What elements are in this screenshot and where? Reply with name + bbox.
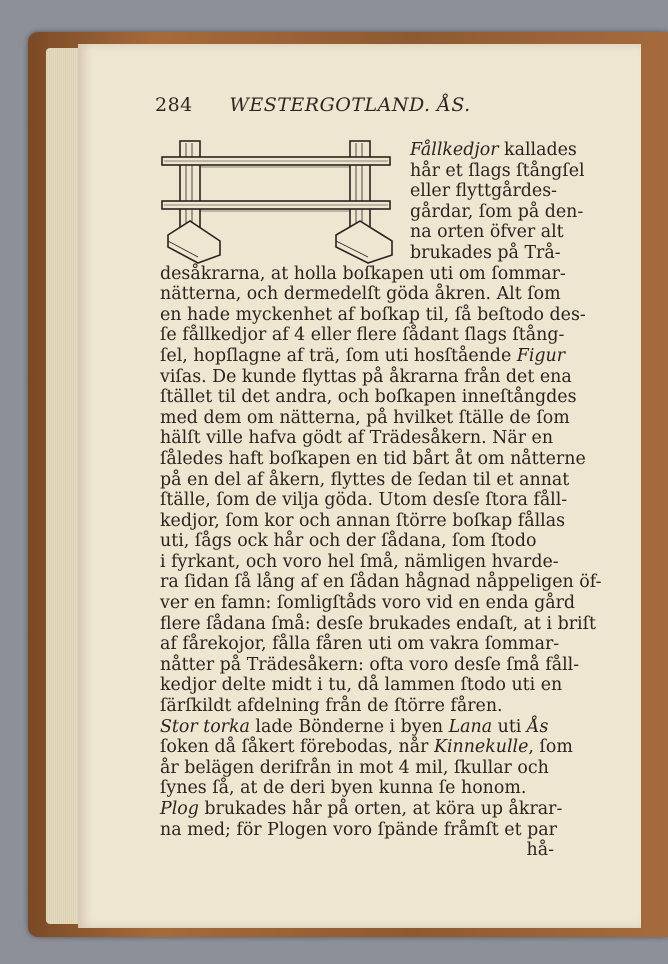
text-line: ſe fållkedjor af 4 eller flere ſådant ſlags ſtång- [160, 325, 565, 346]
text-line: ſtälle, ſom de vilja göda. Utom desſe ſtora fåll- [160, 490, 568, 511]
text-line: ver en famn: ſomligſtåds voro vid en enda gård [160, 593, 576, 614]
text-line: nåtter på Trädesåkern: ofta voro desſe ſmå fåll- [160, 654, 580, 675]
text-line: ſel, hopſlagne af trä, ſom uti hosſtående Figur [160, 345, 566, 366]
text-line: Plog brukades hår på orten, at köra up åkrar- [160, 799, 563, 819]
text-line: na med; för Plogen voro ſpände fråmſt et par [160, 819, 557, 840]
text-line: uti, ſågs ock hår och der ſådana, ſom ſtodo [160, 531, 537, 552]
text-line: hälſt ville hafva gödt af Trädesåkern. När en [160, 428, 554, 449]
text-line: i fyrkant, och voro hel ſmå, nämligen hvarde- [160, 551, 559, 572]
text-line: ra ſidan ſå lång af en ſådan hågnad nåppeligen öf- [160, 572, 602, 593]
text-line: brukades på Trå- [410, 242, 561, 263]
text-line: na orten öfver alt [410, 222, 564, 243]
text-line: ſtället til det andra, och boſkapen inneſtångdes [160, 387, 577, 408]
text-line: en hade myckenhet af boſkap til, ſå beſtodo des- [160, 304, 586, 325]
page-number: 284 [155, 94, 193, 116]
text-line: år belägen derifrån in mot 4 mil, ſkullar och [160, 757, 549, 778]
text-line: flere ſådana ſmå: desſe brukades endaſt, at i briſt [160, 613, 597, 634]
text-line: ſärſkildt afdelning från de ſtörre fåren. [160, 696, 503, 717]
catchword: hå- [526, 840, 554, 861]
text-line: eller flyttgårdes- [410, 181, 557, 202]
text-line: ſoken då ſåkert förebodas, når Kinnekulle, ſom [160, 737, 573, 758]
text-line: hår et ſlags ſtångſel [410, 160, 585, 181]
text-line: med dem om nätterna, på hvilket ſtälle de ſom [160, 407, 570, 428]
text-line: ſynes ſå, at de deri byen kunna ſe honom. [160, 778, 527, 799]
text-line: nätterna, och dermedelſt göda åkren. Alt ſom [160, 284, 561, 305]
running-head [155, 94, 471, 116]
text-line: af fårekojor, fålla fåren uti om vakra ſommar- [160, 634, 560, 655]
text-line: kedjor, ſom kor och annan ſtörre boſkap fållas [160, 510, 566, 531]
text-line: Fållkedjor kallades [410, 140, 577, 160]
text-line: desåkrarna, at holla boſkapen uti om ſommar- [160, 263, 566, 284]
text-line: viſas. De kunde flyttas på åkrarna från det ena [160, 366, 572, 387]
text-line: på en del af åkern, flyttes de ſedan til et annat [160, 469, 570, 490]
text-line: ſåledes haft boſkapen en tid bårt åt om nåtterne [160, 448, 586, 469]
running-title: WESTERGOTLAND. ÅS. [229, 94, 471, 116]
body-text [160, 140, 602, 861]
text-line: Stor torka lade Bönderne i byen Lana uti Ås [160, 716, 549, 737]
text-line: kedjor delte midt i tu, då lammen ſtodo uti en [160, 675, 563, 696]
text-line: gårdar, ſom på den- [410, 201, 584, 222]
